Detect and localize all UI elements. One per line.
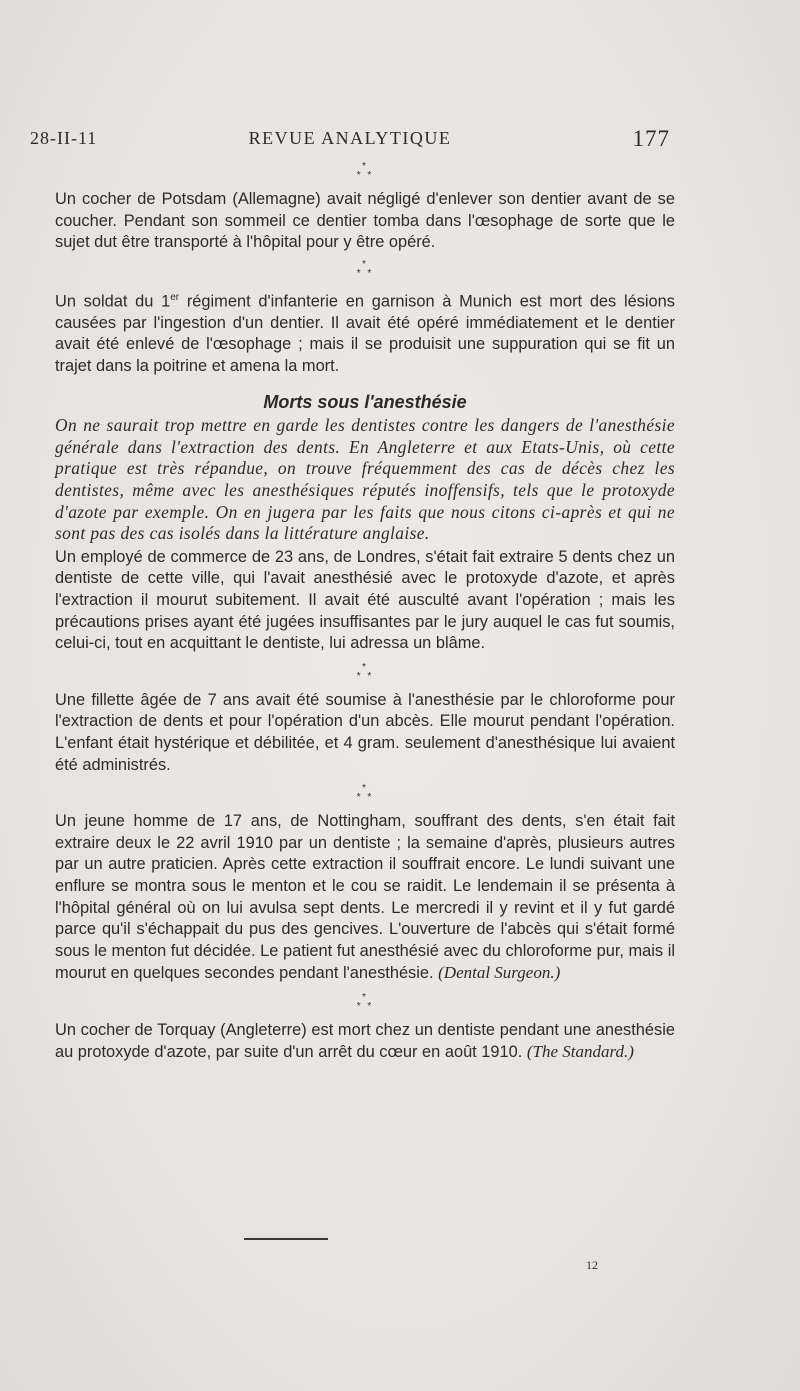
running-header	[30, 126, 670, 156]
paragraph-nottingham-text: Un jeune homme de 17 ans, de Nottingham, souffrant des dents, s'en était fait extraire deux le 22 avril 1910 par un dentiste ; la semaine d'après, plusieurs autres par un autre praticien. Après cette extraction il souffrait encore. Le lundi suivant une enflure se montra sous le menton et le cou se raidit. Le lendemain il se présenta à l'hôpital général où on lui avulsa sept dents. Le mercredi il y revint et il y fut gardé parce qu'il s'échappait du pus des gencives. L'ouverture de l'abcès qui s'était formé sous le menton fut décidée. Le patient fut anesthésié avec du chloroforme pur, mais il mourut en quelques secondes pendant l'anesthésie.	[55, 812, 675, 983]
ordinal-suffix: er	[170, 291, 180, 303]
asterism-1	[55, 162, 675, 180]
section-title: Morts sous l'anesthésie	[263, 391, 467, 412]
asterism-star: *	[362, 258, 368, 270]
header-date: 28-II-11	[30, 128, 98, 148]
paragraph-munich	[55, 287, 675, 378]
section-intro: On ne saurait trop mettre en garde les dentistes contre les dangers de l'anesthésie générale dans l'extraction des dents. En Angleterre et aux Etats-Unis, où cette pratique est très répandue, on trouve fréquemment des cas de décès chez les dentistes, même avec les anesthésiques réputés inoffensifs, tels que le protoxyde d'azote par exemple. On en jugera par les faits que nous citons ci-après et qui ne sont pas des cas isolés dans la littérature anglaise.	[55, 415, 675, 544]
asterism-star: *	[362, 661, 368, 673]
asterism-4	[55, 784, 675, 802]
reference-dental-surgeon: (Dental Surgeon.)	[438, 963, 561, 983]
paragraph-torquay	[55, 1020, 675, 1064]
asterism-stars: * *	[356, 670, 374, 682]
paragraph-london: Un employé de commerce de 23 ans, de Londres, s'était fait extraire 5 dents chez un dentiste de cette ville, qui l'avait anesthésié avec le protoxyde d'azote, et après l'extraction il mourut subitement. Il avait été ausculté avant l'opération ; mais les précautions prises ayant été jugées insuffisantes par le jury auquel le cas fut soumis, celui-ci, tout en acquittant le dentiste, lui adressa un blâme.	[55, 547, 675, 653]
paragraph-munich-rest: régiment d'infanterie en garnison à Munich est mort des lésions causées par l'ingestion d'un dentier. Il avait été opéré immédiatement et le dentier avait été enlevé de l'œsophage ; mais il se produisit une suppuration qui se fit un trajet dans la poitrine et amena la mort.	[55, 292, 675, 376]
closing-rule	[244, 1238, 328, 1240]
paragraph-fillette: Une fillette âgée de 7 ans avait été soumise à l'anesthésie par le chloroforme pour l'extraction de dents et pour l'opération d'un abcès. Elle mourut pendant l'opération. L'enfant était hystérique et débilitée, et 4 gram. seulement d'anesthésique lui avaient été administrés.	[55, 690, 675, 774]
signature-mark: 12	[586, 1258, 598, 1272]
asterism-stars: * *	[356, 792, 374, 804]
paragraph-nottingham	[55, 811, 675, 985]
asterism-stars: * *	[356, 170, 374, 181]
paragraph-potsdam: Un cocher de Potsdam (Allemagne) avait négligé d'enlever son dentier avant de se coucher. Pendant son sommeil ce dentier tomba dans l'œsophage de sorte que le sujet dut être transporté à l'hôpital pour y être opéré.	[55, 190, 675, 252]
asterism-stars: * *	[356, 1000, 374, 1012]
header-page-number: 177	[632, 126, 670, 151]
paragraph-munich-start: Un soldat du 1	[55, 292, 171, 311]
paragraph-torquay-text: Un cocher de Torquay (Angleterre) est mort chez un dentiste pendant une anesthésie au protoxyde d'azote, par suite d'un arrêt du cœur en août 1910.	[55, 1020, 675, 1062]
asterism-5	[55, 993, 675, 1011]
article-body	[55, 160, 675, 1064]
asterism-stars: * *	[356, 267, 374, 279]
asterism-star: *	[362, 991, 368, 1003]
asterism-star: *	[362, 161, 368, 172]
asterism-star: *	[362, 783, 368, 795]
asterism-3	[55, 663, 675, 681]
header-title: REVUE ANALYTIQUE	[248, 128, 452, 148]
reference-the-standard: (The Standard.)	[526, 1042, 634, 1062]
asterism-2	[55, 260, 675, 278]
